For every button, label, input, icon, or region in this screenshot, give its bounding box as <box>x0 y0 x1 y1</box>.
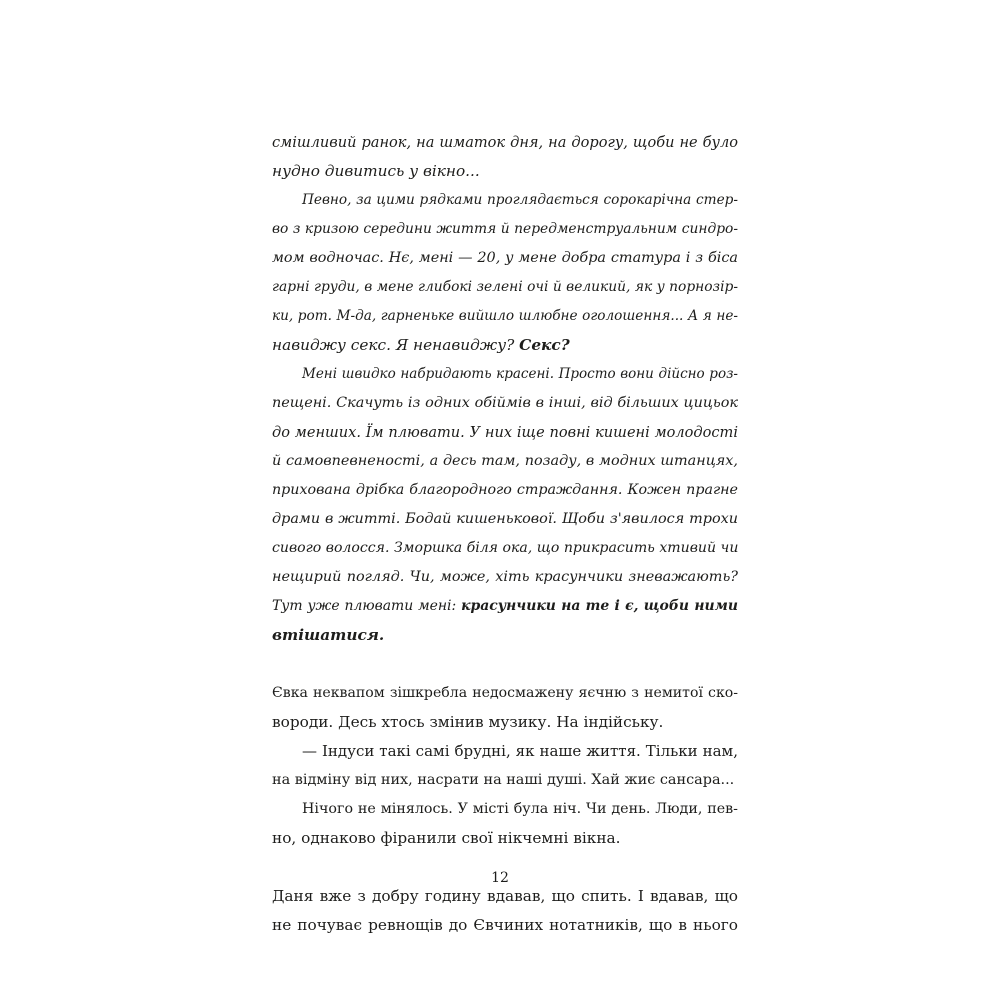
page-number: 12 <box>491 870 509 886</box>
section-gap <box>272 650 738 679</box>
text-line: гарні груди, в мене глибокі зелені очі й великий, як у порнозір- <box>272 279 738 295</box>
italic-paragraph-2 <box>272 186 738 360</box>
text-line: Певно, за цими рядками проглядається сорокарічна стер- <box>302 192 738 208</box>
text-line: драми в житті. Бодай кишенькової. Щоби з'явилося трохи <box>272 511 738 527</box>
text-line: й самовпевненості, а десь там, позаду, в модних штанцях, <box>272 453 738 469</box>
text-line: нудно дивитись у вікно... <box>272 162 480 180</box>
text-line <box>272 592 738 621</box>
text-line <box>272 331 738 360</box>
text-line <box>272 621 738 650</box>
bold-fragment: красунчики на те і є, щоби ними <box>461 598 738 614</box>
text-line: Даня вже з добру годину вдавав, що спить. І вдавав, що <box>272 887 738 905</box>
italic-paragraph-1 <box>272 128 738 186</box>
text-line: сивого волосся. Зморшка біля ока, що прикрасить хтивий чи <box>272 540 739 556</box>
text-line: вороди. Десь хтось змінив музику. На індійську. <box>272 713 664 731</box>
text-line: ки, рот. М-да, гарненьке вийшло шлюбне оголошення... А я не- <box>272 308 738 324</box>
text-fragment: навиджу секс. Я ненавиджу? <box>272 336 520 354</box>
roman-paragraph-4 <box>272 882 738 940</box>
text-line: во з кризою середини життя й передменструальним синдро- <box>272 221 738 237</box>
text-line: не почуває ревнощів до Євчиних нотатників, що в нього <box>272 916 738 934</box>
text-line: Мені швидко набридають красені. Просто вони дійсно роз- <box>302 366 738 382</box>
italic-paragraph-3 <box>272 360 738 650</box>
roman-paragraph-2 <box>272 737 738 795</box>
text-line: смішливий ранок, на шматок дня, на дорогу, щоби не було <box>272 134 738 151</box>
text-line: на відміну від них, насрати на наші душі. Хай жиє сансара... <box>272 772 735 788</box>
bold-fragment: Секс? <box>519 336 570 354</box>
text-line: нещирий погляд. Чи, може, хіть красунчики зневажають? <box>272 569 738 585</box>
text-line: но, однаково фіранили свої нікчемні вікна. <box>272 829 621 847</box>
book-page-text <box>272 128 738 940</box>
text-line: Євка неквапом зішкребла недосмажену яєчню з немитої ско- <box>272 685 738 701</box>
text-line: прихована дрібка благородного страждання. Кожен прагне <box>272 482 738 498</box>
text-fragment: Тут уже плювати мені: <box>272 598 462 614</box>
text-line: до менших. Їм плювати. У них іще повні кишені молодості <box>272 424 738 441</box>
roman-paragraph-3 <box>272 795 738 853</box>
text-line: мом водночас. Нє, мені — 20, у мене добра статура і з біса <box>272 250 738 266</box>
text-line: пещені. Скачуть із одних обіймів в інші, від більших цицьок <box>272 395 738 411</box>
text-line: — Індуси такі самі брудні, як наше життя. Тільки нам, <box>302 742 738 760</box>
bold-fragment: втішатися. <box>272 626 385 644</box>
text-line: Нічого не мінялось. У місті була ніч. Чи день. Люди, пев- <box>302 801 738 817</box>
roman-paragraph-1 <box>272 679 738 737</box>
